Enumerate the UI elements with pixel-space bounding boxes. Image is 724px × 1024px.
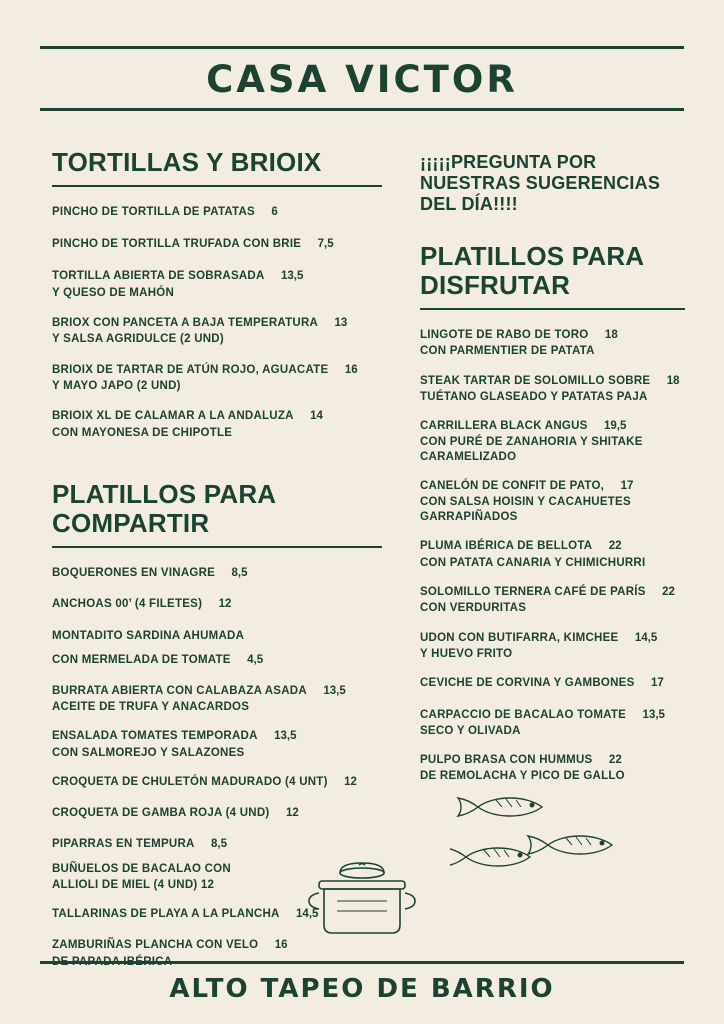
item-price: 18 xyxy=(604,328,618,341)
item-price: 7,5 xyxy=(317,238,334,251)
item-price: 14,5 xyxy=(634,631,658,644)
item-price: 22 xyxy=(662,586,675,599)
item-description: Y QUESO DE MAHÓN xyxy=(52,286,174,299)
list-item xyxy=(52,405,382,440)
item-name: CEVICHE DE CORVINA Y GAMBONES xyxy=(420,677,635,690)
item-price: 8,5 xyxy=(231,567,248,580)
item-description: CON PURÉ DE ZANAHORIA Y SHITAKE CARAMELIZADO xyxy=(420,436,643,463)
item-name: PIPARRAS EN TEMPURA xyxy=(52,838,195,851)
item-name: BUÑUELOS DE BACALAO CON xyxy=(52,862,231,875)
item-price: 14,5 xyxy=(296,908,319,921)
item-description: ALLIOLI DE MIEL (4 UND) 12 xyxy=(52,878,215,891)
list-item xyxy=(52,680,382,715)
item-price: 13,5 xyxy=(642,708,665,721)
list-item xyxy=(420,370,685,405)
list-item xyxy=(52,233,382,253)
item-name: CARPACCIO DE BACALAO TOMATE xyxy=(420,708,627,721)
item-name: BURRATA ABIERTA CON CALABAZA ASADA xyxy=(52,684,307,697)
item-name: STEAK TARTAR DE SOLOMILLO SOBRE xyxy=(420,374,651,387)
item-name: BRIOIX XL DE CALAMAR A LA ANDALUZA xyxy=(52,410,294,423)
item-price: 12 xyxy=(344,776,357,789)
section-title-compartir: PLATILLOS PARA COMPARTIR xyxy=(52,478,276,539)
list-item xyxy=(420,704,685,739)
list-item xyxy=(420,581,685,616)
list-item xyxy=(420,415,685,464)
item-name: ENSALADA TOMATES TEMPORADA xyxy=(52,730,258,743)
list-item xyxy=(52,649,382,669)
item-price: 18 xyxy=(666,374,680,387)
cooking-pot-icon xyxy=(297,861,427,948)
item-name: LINGOTE DE RABO DE TORO xyxy=(420,328,589,341)
daily-specials-promo: ¡¡¡¡¡PREGUNTA POR NUESTRAS SUGERENCIAS DEL DÍA!!!! xyxy=(420,152,661,215)
item-description: CON SALSA HOISIN Y CACAHUETES GARRAPIÑADOS xyxy=(420,496,631,523)
item-name: CROQUETA DE CHULETÓN MADURADO (4 UNT) xyxy=(52,776,328,789)
item-description: SECO Y OLIVADA xyxy=(420,724,521,737)
item-description: DE REMOLACHA Y PICO DE GALLO xyxy=(420,770,625,783)
list-item xyxy=(52,201,382,221)
item-description: Y MAYO JAPO (2 UND) xyxy=(52,379,181,392)
sardines-icon xyxy=(450,789,640,884)
section-rule-tortillas xyxy=(52,185,382,187)
list-item xyxy=(420,475,685,524)
item-name: UDON CON BUTIFARRA, KIMCHEE xyxy=(420,631,619,644)
item-price: 12 xyxy=(285,807,299,820)
item-name: BRIOX CON PANCETA A BAJA TEMPERATURA xyxy=(52,317,319,330)
item-name: CON MERMELADA DE TOMATE xyxy=(52,653,231,666)
list-item xyxy=(420,672,685,692)
item-description: Y SALSA AGRIDULCE (2 UND) xyxy=(52,333,224,346)
item-name: CARRILLERA BLACK ANGUS xyxy=(420,420,588,433)
list-item xyxy=(52,593,382,613)
section-title-tortillas: TORTILLAS Y BRIOIX xyxy=(52,147,322,177)
section-rule-disfrutar xyxy=(420,308,685,310)
item-name: BRIOIX DE TARTAR DE ATÚN ROJO, AGUACATE xyxy=(52,363,329,376)
list-item xyxy=(52,725,382,760)
item-name: CROQUETA DE GAMBA ROJA (4 UND) xyxy=(52,807,270,820)
item-name: ANCHOAS 00’ (4 FILETES) xyxy=(52,598,203,611)
list-item xyxy=(420,749,685,784)
restaurant-name: CASA VICTOR xyxy=(206,58,518,101)
list-item xyxy=(52,265,382,300)
item-price: 14 xyxy=(310,410,323,423)
list-item xyxy=(52,562,382,582)
item-price: 22 xyxy=(608,540,622,553)
item-name: ZAMBURIÑAS PLANCHA CON VELO xyxy=(52,939,259,952)
item-description: Y HUEVO FRITO xyxy=(420,647,513,660)
item-description: CON PARMENTIER DE PATATA xyxy=(420,345,595,358)
right-column xyxy=(420,152,685,795)
list-item xyxy=(420,535,685,570)
item-description: CON MAYONESA DE CHIPOTLE xyxy=(52,426,233,439)
list-item xyxy=(52,625,382,645)
list-item xyxy=(52,771,382,791)
item-description: CON PATATA CANARIA Y CHIMICHURRI xyxy=(420,556,646,569)
section-tortillas-y-brioix xyxy=(52,148,382,440)
item-price: 6 xyxy=(271,206,278,219)
section-platillos-para-disfrutar xyxy=(420,242,685,784)
items-tortillas xyxy=(52,201,382,440)
item-name: PLUMA IBÉRICA DE BELLOTA xyxy=(420,540,593,553)
list-item xyxy=(52,359,382,394)
item-description: CON SALMOREJO Y SALAZONES xyxy=(52,746,245,759)
footer-tagline: ALTO TAPEO DE BARRIO xyxy=(169,974,555,1004)
item-name: MONTADITO SARDINA AHUMADA xyxy=(52,629,245,642)
item-name: BOQUERONES EN VINAGRE xyxy=(52,567,216,580)
item-price: 13,5 xyxy=(281,270,304,283)
item-description: CON VERDURITAS xyxy=(420,602,527,615)
item-name: SOLOMILLO TERNERA CAFÉ DE PARÍS xyxy=(420,586,646,599)
item-name: TALLARINAS DE PLAYA A LA PLANCHA xyxy=(52,908,280,921)
item-name: PINCHO DE TORTILLA DE PATATAS xyxy=(52,206,255,219)
item-price: 16 xyxy=(274,939,288,952)
menu-header xyxy=(40,46,684,111)
item-name: PULPO BRASA CON HUMMUS xyxy=(420,754,593,767)
item-price: 17 xyxy=(620,480,634,493)
header-bottom-rule xyxy=(40,108,684,111)
item-price: 4,5 xyxy=(247,653,264,666)
item-name: CANELÓN DE CONFIT DE PATO, xyxy=(420,480,605,493)
list-item xyxy=(420,324,685,359)
item-price: 12 xyxy=(218,598,232,611)
list-item xyxy=(52,833,382,853)
items-disfrutar xyxy=(420,324,685,784)
left-column xyxy=(52,148,382,980)
item-name: PINCHO DE TORTILLA TRUFADA CON BRIE xyxy=(52,238,302,251)
item-price: 16 xyxy=(344,363,358,376)
section-title-disfrutar: PLATILLOS PARA DISFRUTAR xyxy=(420,240,644,300)
item-price: 19,5 xyxy=(604,420,627,433)
item-price: 13,5 xyxy=(323,684,346,697)
section-rule-compartir xyxy=(52,546,382,548)
item-price: 22 xyxy=(608,754,622,767)
item-description: TUÉTANO GLASEADO Y PATATAS PAJA xyxy=(420,390,648,403)
list-item xyxy=(420,627,685,662)
item-name: TORTILLA ABIERTA DE SOBRASADA xyxy=(52,270,265,283)
list-item xyxy=(52,312,382,347)
menu-footer xyxy=(40,961,684,1004)
item-price: 17 xyxy=(650,677,664,690)
item-price: 13,5 xyxy=(274,730,297,743)
item-description: ACEITE DE TRUFA Y ANACARDOS xyxy=(52,700,250,713)
list-item xyxy=(52,802,382,822)
item-price: 8,5 xyxy=(211,838,228,851)
item-price: 13 xyxy=(334,317,348,330)
